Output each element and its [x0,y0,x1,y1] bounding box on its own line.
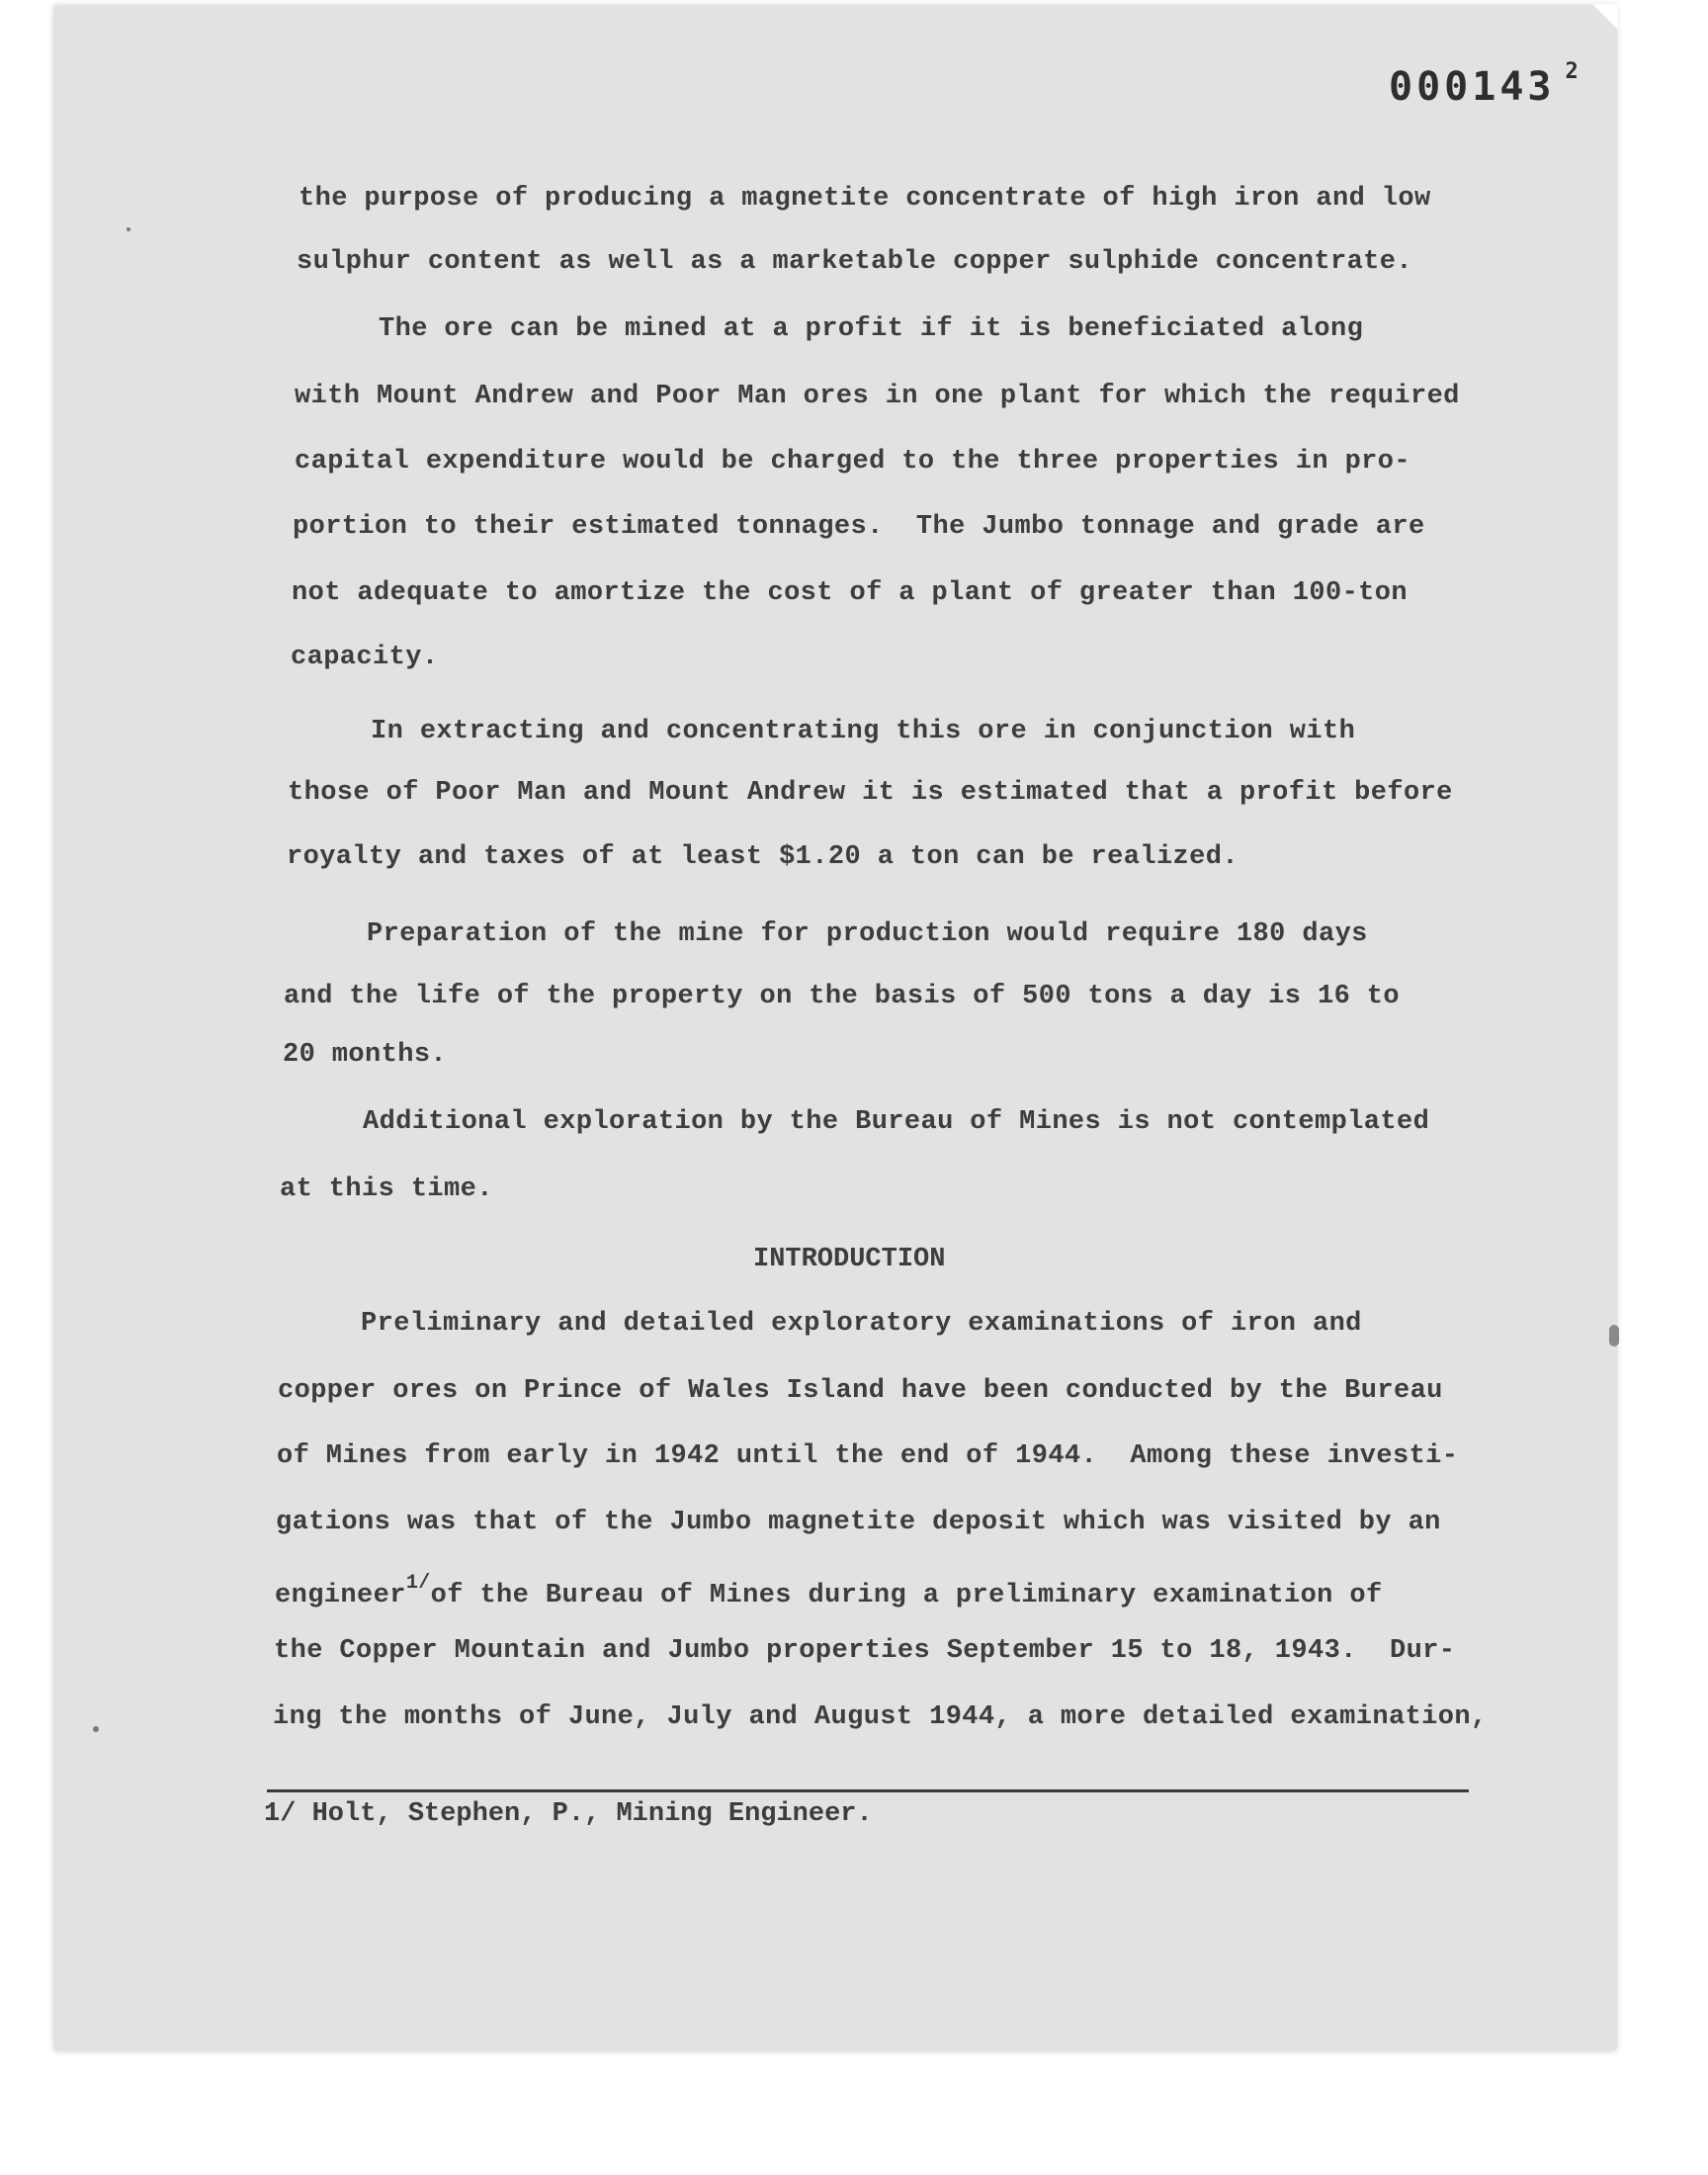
text-line: and the life of the property on the basis of 500 tons a day is 16 to [284,982,1400,1011]
text-line: sulphur content as well as a marketable copper sulphide concentrate. [297,247,1412,277]
section-heading: INTRODUCTION [753,1245,946,1274]
text-line: royalty and taxes of at least $1.20 a ton can be realized. [287,842,1238,872]
text-line: In extracting and concentrating this ore in conjunction with [289,717,1356,746]
page-corner [1592,4,1618,30]
scan-speck [93,1726,99,1732]
text-line: with Mount Andrew and Poor Man ores in one plant for which the required [295,382,1460,411]
page-number-suffix: 2 [1565,59,1579,84]
page-number-text: 000143 [1389,64,1556,110]
page-number [1389,59,1579,110]
text-line: capital expenditure would be charged to the three properties in pro- [295,447,1410,477]
text-line: portion to their estimated tonnages. The Jumbo tonnage and grade are [293,512,1425,542]
text-line: Additional exploration by the Bureau of Mines is not contemplated [281,1107,1430,1137]
footnote-divider [267,1789,1469,1792]
text-line: those of Poor Man and Mount Andrew it is estimated that a profit before [288,778,1453,808]
text-line: The ore can be mined at a profit if it is beneficiated along [297,314,1364,344]
text-line: at this time. [280,1174,493,1204]
text-line: of Mines from early in 1942 until the end of 1944. Among these investi- [277,1441,1459,1471]
text-line: gations was that of the Jumbo magnetite deposit which was visited by an [276,1508,1441,1537]
footnote-reference: 1/ [405,1572,431,1595]
scan-speck [127,227,130,231]
scan-speck [1609,1325,1619,1347]
text-line-remainder: of the Bureau of Mines during a preliminary examination of [430,1581,1383,1610]
text-line: copper ores on Prince of Wales Island have been conducted by the Bureau [278,1376,1443,1406]
text-line: not adequate to amortize the cost of a plant of greater than 100-ton [292,578,1408,608]
text-line: the purpose of producing a magnetite concentrate of high iron and low [299,184,1431,214]
text-line: Preparation of the mine for production would require 180 days [285,919,1368,949]
text-line: 20 months. [283,1040,448,1070]
text-line: the Copper Mountain and Jumbo properties September 15 to 18, 1943. Dur- [274,1636,1456,1666]
document-page [54,6,1616,2050]
text-line: Preliminary and detailed exploratory examinations of iron and [279,1309,1362,1339]
text-line-with-footnote [275,1572,1383,1610]
text-line: capacity. [291,643,439,672]
engineer-word: engineer [275,1581,406,1610]
footnote: 1/ Holt, Stephen, P., Mining Engineer. [264,1799,873,1829]
text-line: ing the months of June, July and August 1944, a more detailed examination, [273,1702,1488,1732]
